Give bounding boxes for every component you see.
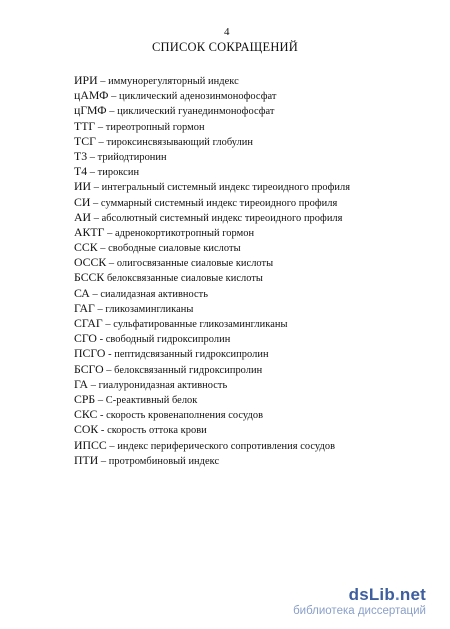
- abbreviation: ПТИ: [74, 452, 99, 467]
- list-item: [74, 73, 350, 88]
- list-item: [74, 392, 350, 407]
- abbreviation-definition: – индекс периферического сопротивления сосудов: [106, 440, 336, 452]
- abbreviation-definition: - скорость кровенаполнения сосудов: [97, 410, 264, 422]
- list-item: [74, 331, 350, 346]
- list-item: [74, 407, 350, 422]
- abbreviation-definition: – гликозамингликаны: [94, 303, 194, 315]
- logo-brand: dsLib: [348, 585, 395, 604]
- abbreviation-definition: – тиреотропный гормон: [95, 121, 205, 133]
- list-item: [74, 103, 350, 118]
- list-item: [74, 346, 350, 361]
- abbreviation: Т4: [74, 164, 88, 179]
- logo-subtitle: библиотека диссертаций: [293, 605, 426, 617]
- abbreviation: СГО: [74, 331, 97, 346]
- logo-tld: net: [399, 585, 426, 604]
- abbreviation: АКТГ: [74, 224, 105, 239]
- abbreviation-definition: – абсолютный системный индекс тиреоидного профиля: [91, 212, 343, 224]
- list-item: [74, 377, 350, 392]
- abbreviation-definition: – протромбиновый индекс: [98, 455, 220, 467]
- abbreviation: ГАГ: [74, 300, 95, 315]
- abbreviation: ОССК: [74, 255, 107, 270]
- abbreviation-definition: – гиалуронидазная активность: [88, 379, 228, 391]
- abbreviation: цГМФ: [74, 103, 107, 118]
- abbreviation: АИ: [74, 209, 92, 224]
- abbreviation-definition: – сульфатированные гликозамингликаны: [102, 319, 288, 330]
- abbreviation-definition: – тироксинсвязывающий глобулин: [95, 136, 254, 148]
- abbreviation-definition: – сиалидазная активность: [89, 288, 209, 300]
- abbreviation: ПСГО: [74, 346, 106, 361]
- page-title: СПИСОК СОКРАЩЕНИЙ: [151, 40, 299, 54]
- list-item: [74, 316, 350, 331]
- list-item: [74, 422, 350, 437]
- abbreviation: БССК: [74, 270, 105, 285]
- abbreviation: СОК: [74, 422, 99, 437]
- abbreviation-definition: – циклический аденозинмонофосфат: [108, 91, 277, 103]
- abbreviation-definition: – С-реактивный белок: [95, 394, 198, 406]
- abbreviation-definition: - свободный гидроксипролин: [96, 334, 231, 346]
- list-item: [74, 195, 350, 210]
- list-item: [74, 149, 350, 164]
- abbreviation: СКС: [74, 407, 98, 422]
- abbreviation-definition: – трийодтиронин: [87, 151, 167, 163]
- abbreviation: ТТГ: [74, 118, 96, 133]
- list-item: [74, 286, 350, 301]
- abbreviation: Т3: [74, 148, 88, 163]
- abbreviation: ГА: [74, 376, 89, 391]
- site-watermark: [276, 585, 426, 619]
- abbreviation-definition: – тироксин: [87, 167, 140, 179]
- abbreviation-definition: – олигосвязанные сиаловые кислоты: [106, 258, 274, 270]
- list-item: [74, 240, 350, 255]
- abbreviation-definition: - пептидсвязанный гидроксипролин: [105, 349, 269, 361]
- abbreviation: ТСГ: [74, 133, 96, 148]
- list-item: [74, 179, 350, 194]
- abbreviation: ИПСС: [74, 437, 107, 452]
- abbreviation-definition: – суммарный системный индекс тиреоидного профиля: [90, 197, 338, 209]
- list-item: [74, 164, 350, 179]
- abbreviation-definition: – свободные сиаловые кислоты: [97, 243, 241, 255]
- abbreviation: СИ: [74, 194, 91, 209]
- abbreviation-definition: – адренокортикотропный гормон: [104, 227, 255, 239]
- list-item: [74, 88, 350, 103]
- list-item: [74, 270, 350, 285]
- list-item: [74, 362, 350, 377]
- list-item: [74, 438, 350, 453]
- list-item: [74, 453, 350, 468]
- list-item: [74, 225, 350, 240]
- list-item: [74, 134, 350, 149]
- list-item: [74, 210, 350, 225]
- list-item: [74, 255, 350, 270]
- abbreviation: ИИ: [74, 179, 92, 194]
- abbreviation-definition: – иммунорегуляторный индекс: [97, 76, 239, 87]
- abbreviation: ИРИ: [74, 73, 98, 87]
- abbreviation: СГАГ: [74, 316, 103, 330]
- abbreviation: СА: [74, 285, 90, 300]
- abbreviation-definition: – интегральный системный индекс тиреоидного профиля: [91, 182, 351, 194]
- abbreviation-definition: белоксвязанные сиаловые кислоты: [104, 273, 263, 285]
- abbreviation: ССК: [74, 240, 98, 255]
- abbreviation-definition: – циклический гуанединмонофосфат: [106, 106, 275, 118]
- abbreviation: цАМФ: [74, 88, 109, 103]
- logo-dot: .: [394, 585, 400, 604]
- list-item: [74, 301, 350, 316]
- abbreviation-list: [74, 73, 350, 468]
- abbreviation-definition: - скорость оттока крови: [98, 425, 207, 437]
- list-item: [74, 119, 350, 134]
- abbreviation: СРБ: [74, 391, 96, 406]
- abbreviation: БСГО: [74, 361, 104, 376]
- site-logo: [349, 585, 426, 605]
- page-number: 4: [224, 26, 230, 38]
- abbreviation-definition: – белоксвязанный гидроксипролин: [103, 364, 263, 376]
